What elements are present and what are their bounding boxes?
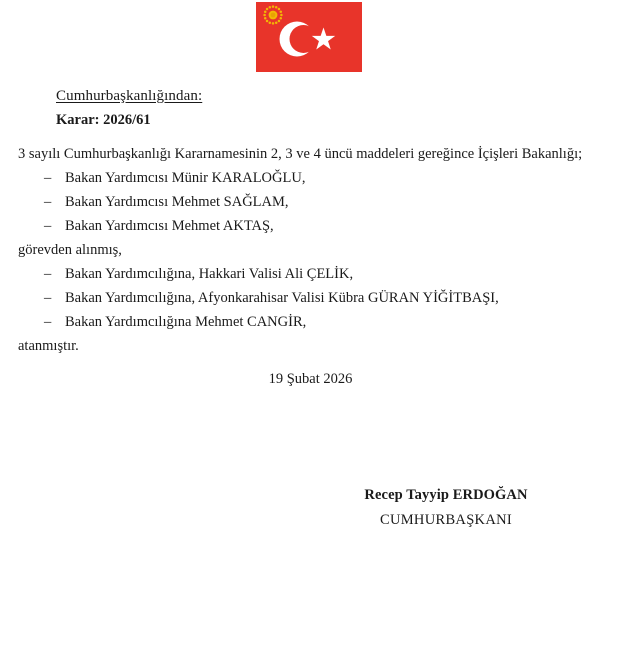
turkish-flag-emblem [256, 2, 362, 72]
dash-marker: – [44, 218, 52, 234]
list-item-label: Bakan Yardımcılığına, Hakkari Valisi Ali ÇELİK, [65, 266, 354, 282]
appointment-closing: atanmıştır. [18, 338, 79, 354]
dash-marker: – [44, 266, 52, 282]
issuing-authority: Cumhurbaşkanlığından: [56, 88, 203, 104]
dash-marker: – [44, 314, 52, 330]
intro-paragraph: 3 sayılı Cumhurbaşkanlığı Kararnamesinin 2, 3 ve 4 üncü maddeleri gereğince İçişleri Bakanlığı; [18, 146, 583, 162]
signature-block [300, 484, 592, 531]
document-heading [56, 86, 596, 130]
document-date: 19 Şubat 2026 [268, 371, 353, 387]
list-item [18, 213, 592, 237]
appointed-list [18, 261, 592, 333]
signatory-title: CUMHURBAŞKANI [380, 512, 512, 528]
list-item [18, 309, 592, 333]
list-item-label: Bakan Yardımcısı Mehmet SAĞLAM, [65, 194, 289, 210]
list-item-label: Bakan Yardımcılığına Mehmet CANGİR, [65, 314, 307, 330]
dash-marker: – [44, 290, 52, 306]
list-item-label: Bakan Yardımcısı Münir KARALOĞLU, [65, 170, 306, 186]
dash-marker: – [44, 194, 52, 210]
list-item [18, 165, 592, 189]
signatory-name: Recep Tayyip ERDOĞAN [364, 487, 528, 503]
decision-number: Karar: 2026/61 [56, 112, 151, 128]
dash-marker: – [44, 170, 52, 186]
list-item-label: Bakan Yardımcılığına, Afyonkarahisar Valisi Kübra GÜRAN YİĞİTBAŞI, [65, 290, 499, 306]
list-item [18, 189, 592, 213]
dismissal-closing: görevden alınmış, [18, 242, 122, 258]
list-item [18, 261, 592, 285]
list-item [18, 285, 592, 309]
document-body [18, 144, 592, 357]
list-item-label: Bakan Yardımcısı Mehmet AKTAŞ, [65, 218, 274, 234]
turkish-flag-icon [256, 2, 362, 72]
dismissed-list [18, 165, 592, 237]
